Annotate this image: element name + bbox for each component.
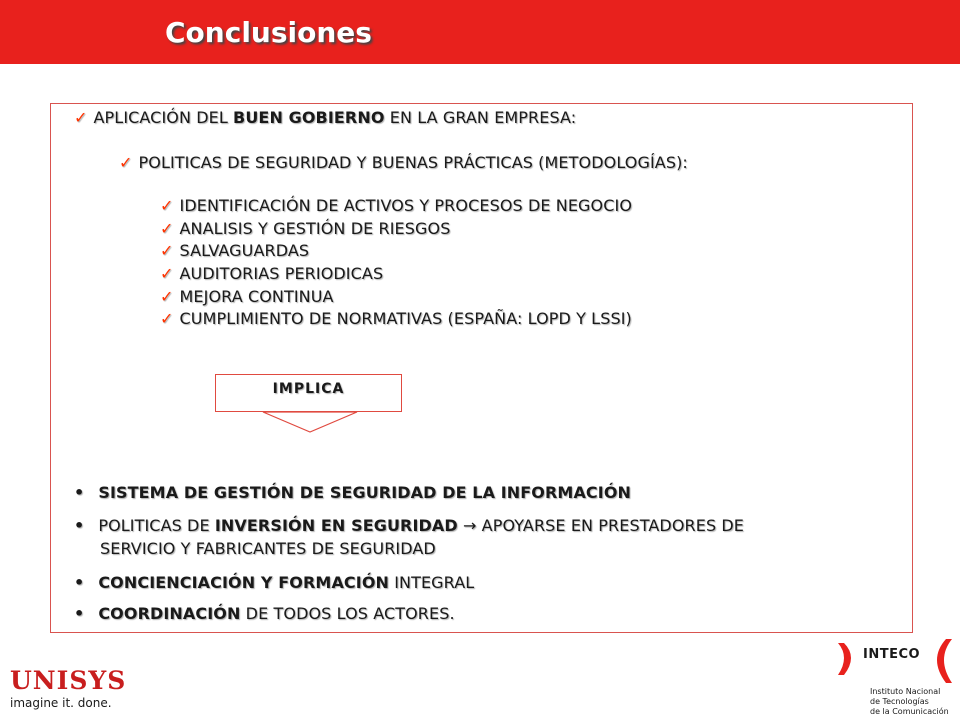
check-icon: ✓ bbox=[160, 287, 174, 306]
inteco-subtitle-line: de Tecnologías bbox=[870, 697, 929, 706]
check-icon: ✓ bbox=[160, 241, 174, 260]
bullet-text-bold: CONCIENCIACIÓN Y FORMACIÓN bbox=[98, 573, 390, 592]
bullet-text: INTEGRAL bbox=[389, 573, 475, 592]
bullet-sgsi bbox=[74, 483, 631, 502]
slide-title: Conclusiones bbox=[165, 16, 372, 49]
item-text: IDENTIFICACIÓN DE ACTIVOS Y PROCESOS DE NEGOCIO bbox=[179, 196, 633, 215]
item-text: CUMPLIMIENTO DE NORMATIVAS (ESPAÑA: LOPD Y LSSI) bbox=[179, 309, 632, 328]
header-bar bbox=[0, 0, 960, 64]
inteco-brackets-icon bbox=[830, 635, 955, 695]
bullet-inversion-cont bbox=[100, 539, 436, 558]
check-icon: ✓ bbox=[74, 108, 88, 127]
item-text: POLITICAS DE SEGURIDAD Y BUENAS PRÁCTICAS (METODOLOGÍAS): bbox=[138, 153, 688, 172]
bullet-icon: • bbox=[74, 604, 85, 623]
subitem-normativas bbox=[160, 309, 632, 328]
bullet-text: SISTEMA DE GESTIÓN DE SEGURIDAD DE LA INFORMACIÓN bbox=[98, 483, 632, 502]
down-arrow-icon bbox=[262, 411, 358, 433]
unisys-wordmark: UNISYS bbox=[10, 666, 127, 695]
bullet-text-bold: COORDINACIÓN bbox=[98, 604, 241, 623]
implica-label: IMPLICA bbox=[272, 381, 345, 397]
subitem-riesgos bbox=[160, 219, 450, 238]
bullet-icon: • bbox=[74, 483, 85, 502]
subitem-activos bbox=[160, 196, 632, 215]
subitem-salvaguardas bbox=[160, 241, 309, 260]
item-text-bold: BUEN GOBIERNO bbox=[233, 108, 385, 127]
check-icon: ✓ bbox=[160, 309, 174, 328]
item-text: SALVAGUARDAS bbox=[179, 241, 310, 260]
subitem-auditorias bbox=[160, 264, 383, 283]
check-icon: ✓ bbox=[119, 153, 133, 172]
check-icon: ✓ bbox=[160, 219, 174, 238]
bullet-text: SERVICIO Y FABRICANTES DE SEGURIDAD bbox=[100, 539, 436, 558]
inteco-subtitle bbox=[870, 687, 949, 717]
subitem-mejora bbox=[160, 287, 334, 306]
item-text: AUDITORIAS PERIODICAS bbox=[179, 264, 384, 283]
bullet-text: POLITICAS DE bbox=[98, 516, 215, 535]
item-buen-gobierno bbox=[74, 108, 576, 127]
inteco-wordmark: INTECO bbox=[863, 647, 921, 662]
check-icon: ✓ bbox=[160, 264, 174, 283]
bullet-icon: • bbox=[74, 516, 85, 535]
bullet-text: DE TODOS LOS ACTORES. bbox=[240, 604, 455, 623]
right-arrow-icon: → bbox=[462, 516, 477, 535]
unisys-logo bbox=[10, 668, 126, 710]
bullet-text: APOYARSE EN PRESTADORES DE bbox=[476, 516, 745, 535]
inteco-logo bbox=[830, 635, 955, 720]
inteco-subtitle-line: de la Comunicación bbox=[870, 707, 949, 716]
check-icon: ✓ bbox=[160, 196, 174, 215]
unisys-tagline: imagine it. done. bbox=[10, 696, 112, 710]
item-text: MEJORA CONTINUA bbox=[179, 287, 334, 306]
item-politicas-seguridad bbox=[119, 153, 688, 172]
bullet-text-bold: INVERSIÓN EN SEGURIDAD bbox=[214, 516, 458, 535]
bullet-icon: • bbox=[74, 573, 85, 592]
inteco-subtitle-line: Instituto Nacional bbox=[870, 687, 941, 696]
implica-box bbox=[215, 374, 402, 412]
item-text: APLICACIÓN DEL bbox=[93, 108, 234, 127]
bullet-coordinacion bbox=[74, 604, 455, 623]
bullet-inversion bbox=[74, 516, 744, 535]
item-text: EN LA GRAN EMPRESA: bbox=[384, 108, 577, 127]
item-text: ANALISIS Y GESTIÓN DE RIESGOS bbox=[179, 219, 451, 238]
bullet-concienciacion bbox=[74, 573, 474, 592]
